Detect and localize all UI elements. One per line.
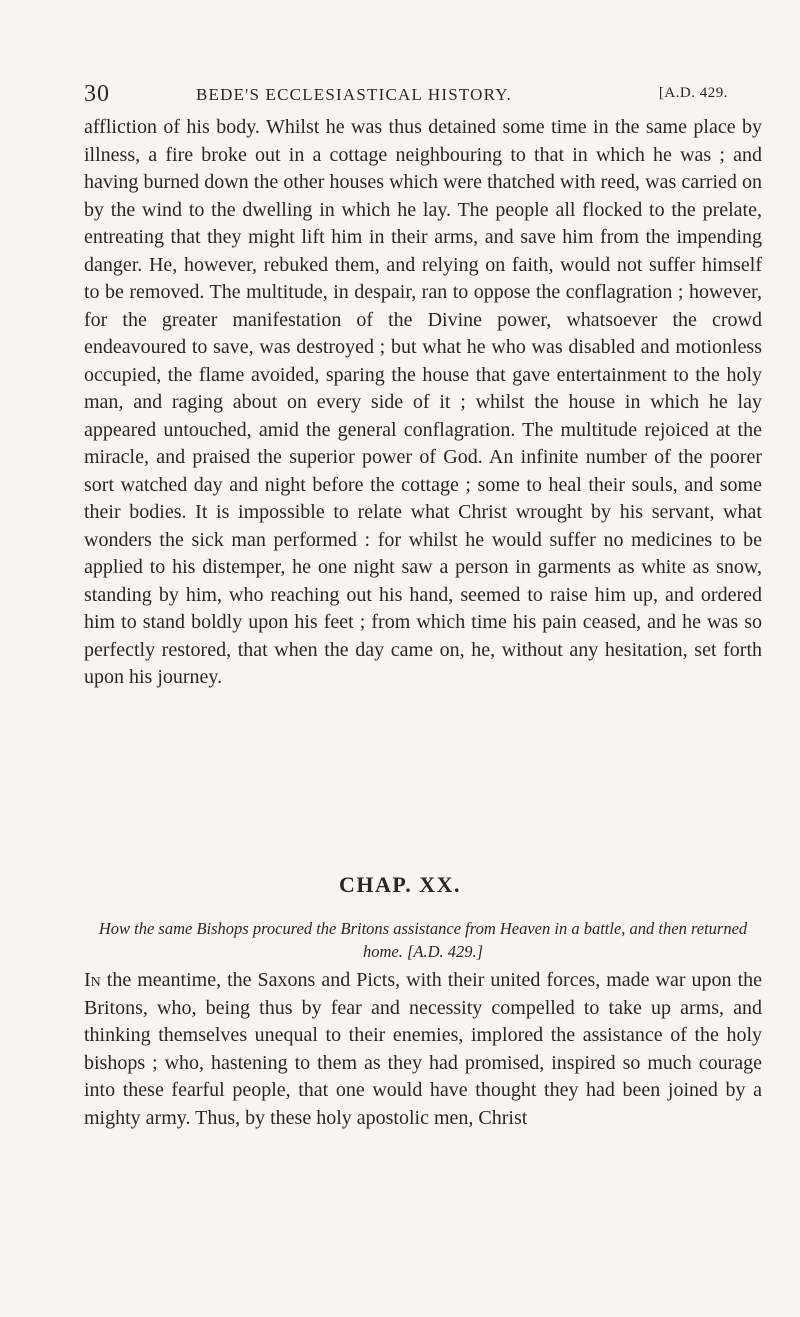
running-date-reference: [A.D. 429. bbox=[658, 85, 728, 101]
chapter-heading: CHAP. XX. bbox=[338, 872, 462, 897]
running-title: BEDE'S ECCLESIASTICAL HISTORY. bbox=[196, 85, 512, 104]
body-paragraph-2 bbox=[84, 967, 762, 1132]
chapter-summary: How the same Bishops procured the Britons assistance from Heaven in a battle, and then returned home. [A.D. 429.] bbox=[98, 919, 748, 961]
page-number: 30 bbox=[84, 81, 110, 107]
running-head bbox=[84, 81, 740, 109]
paragraph-initial: In bbox=[84, 969, 101, 991]
paragraph-2-text: the meantime, the Saxons and Picts, with their united forces, made war upon the Britons, who, being thus by fear and necessity compelled to take up arms, and thinking themselves unequal to their enemies, implored the assistance of the holy bishops ; who, hastening to them as they had promised, inspired so much courage into these fearful people, that one would have thought they had been joined by a mighty army. Thus, by these holy apostolic men, Christ bbox=[84, 969, 762, 1129]
body-paragraph-1: affliction of his body. Whilst he was thus detained some time in the same place by illness, a fire broke out in a cottage neighbouring to that in which he was ; and having burned down the other houses which were thatched with reed, was carried on by the wind to the dwelling in which he lay. The people all flocked to the prelate, entreating that they might lift him in their arms, and save him from the impending danger. He, however, rebuked them, and relying on faith, would not suffer himself to be removed. The multitude, in despair, ran to oppose the conflagration ; however, for the greater manifestation of the Divine power, whatsoever the crowd endeavoured to save, was destroyed ; but what he who was disabled and motionless occupied, the flame avoided, sparing the house that gave entertainment to the holy man, and raging about on every side of it ; whilst the house in which he lay appeared untouched, amid the general conflagration. The multitude rejoiced at the miracle, and praised the superior power of God. An infinite number of the poorer sort watched day and night before the cottage ; some to heal their souls, and some their bodies. It is impossible to relate what Christ wrought by his servant, what wonders the sick man performed : for whilst he would suffer no medicines to be applied to his distemper, he one night saw a person in garments as white as snow, standing by him, who reaching out his hand, seemed to raise him up, and ordered him to stand boldly upon his feet ; from which time his pain ceased, and he was so perfectly restored, that when the day came on, he, without any hesitation, set forth upon his journey. bbox=[84, 116, 762, 688]
